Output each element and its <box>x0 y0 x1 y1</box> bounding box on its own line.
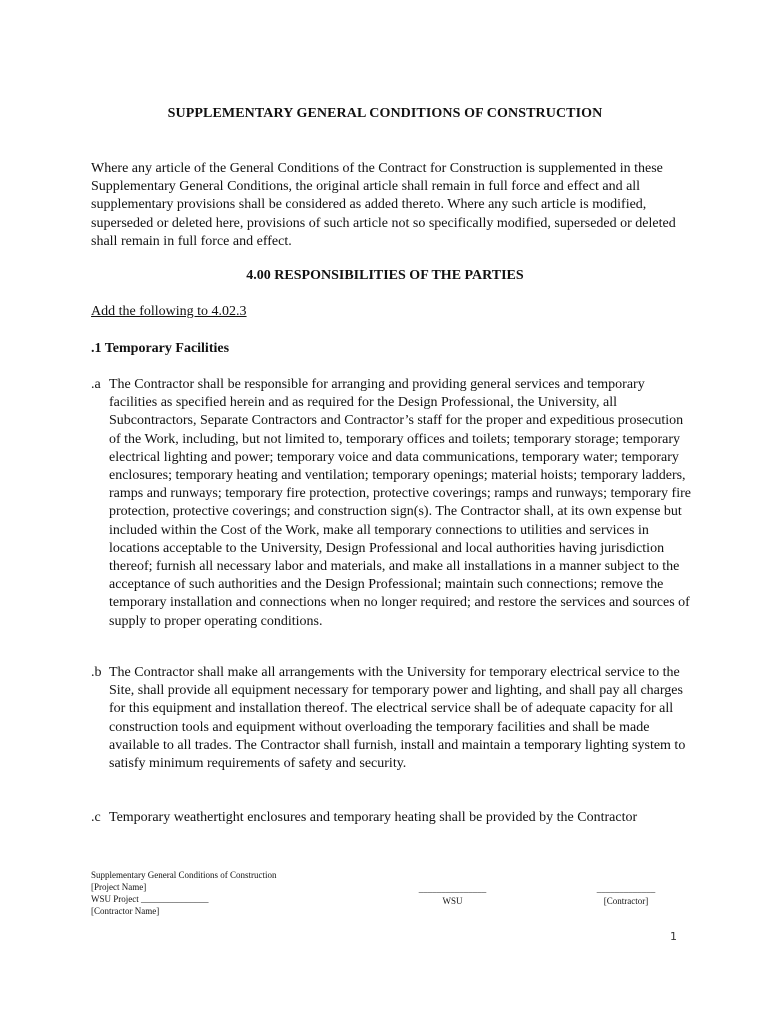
clause-b <box>91 664 691 773</box>
clause-label: .a <box>91 377 101 392</box>
intro-paragraph: Where any article of the General Conditions of the Contract for Construction is supplemented in these Supplementary General Conditions, the original article shall remain in full force and effect and all supplementary provisions shall be considered as added thereto. Where any such article is modified, superseded or deleted here, provisions of such article not so specifically modified, superseded or deleted shall remain in full force and effect. <box>91 161 676 249</box>
contractor-signature-label: [Contractor] <box>603 896 649 906</box>
footer-project-name: [Project Name] <box>91 882 147 892</box>
clause-text: The Contractor shall be responsible for arranging and providing general services and temporary facilities as specified herein and as required for the Design Professional, the University, all Subcontractors, Separate Contractors and Contractor’s staff for the proper and expeditious prosecution of the Work, including, but not limited to, temporary offices and toilets; temporary storage; temporary electrical lighting and power; temporary voice and data communications, temporary water; temporary enclosures; temporary heating and ventilation; temporary openings; material hoists; temporary ladders, ramps and runways; temporary fire protection, protective coverings; ramps and runways; temporary fire protection, protective coverings; and construction sign(s). The Contractor shall, at its own expense but included within the Cost of the Work, make all temporary connections to utilities and services in locations acceptable to the University, Design Professional and local authorities having jurisdiction thereof; furnish all necessary labor and materials, and make all installations in a manner subject to the acceptance of such authorities and the Design Professional; maintain such connections; remove the temporary installation and connections when no longer required; and restore the services and sources of supply to proper operating conditions. <box>109 377 691 629</box>
clause-text: Temporary weathertight enclosures and temporary heating shall be provided by the Contractor <box>109 810 638 825</box>
section-heading: 4.00 RESPONSIBILITIES OF THE PARTIES <box>246 268 524 283</box>
wsu-signature-line: _______________ <box>418 884 487 894</box>
wsu-signature-block <box>405 883 500 907</box>
clause-c <box>91 809 691 827</box>
document-title: SUPPLEMENTARY GENERAL CONDITIONS OF CONSTRUCTION <box>167 106 603 121</box>
footer-wsu-project: WSU Project _______________ <box>91 894 209 904</box>
clause-label: .c <box>91 810 101 825</box>
wsu-signature-label: WSU <box>442 896 463 906</box>
footer-doc-name: Supplementary General Conditions of Construction <box>91 870 277 880</box>
contractor-signature-line: _____________ <box>596 884 656 894</box>
subheading-temporary-facilities: .1 Temporary Facilities <box>91 341 230 356</box>
page-number: 1 <box>670 930 677 943</box>
clause-text: The Contractor shall make all arrangements with the University for temporary electrical service to the Site, shall provide all equipment necessary for temporary power and lighting, and shall pay all charges for this equipment and installation thereof. The electrical service shall be of adequate capacity for all construction tools and equipment without overloading the temporary facilities and shall be made available to all trades. The Contractor shall furnish, install and maintain a temporary lighting system to satisfy minimum requirements of safety and security. <box>109 665 686 772</box>
clause-label: .b <box>91 665 102 680</box>
footer-contractor-name: [Contractor Name] <box>91 906 160 916</box>
clause-a <box>91 376 691 631</box>
footer-info <box>91 869 276 917</box>
add-instruction: Add the following to 4.02.3 <box>91 304 247 319</box>
contractor-signature-block <box>587 883 665 907</box>
